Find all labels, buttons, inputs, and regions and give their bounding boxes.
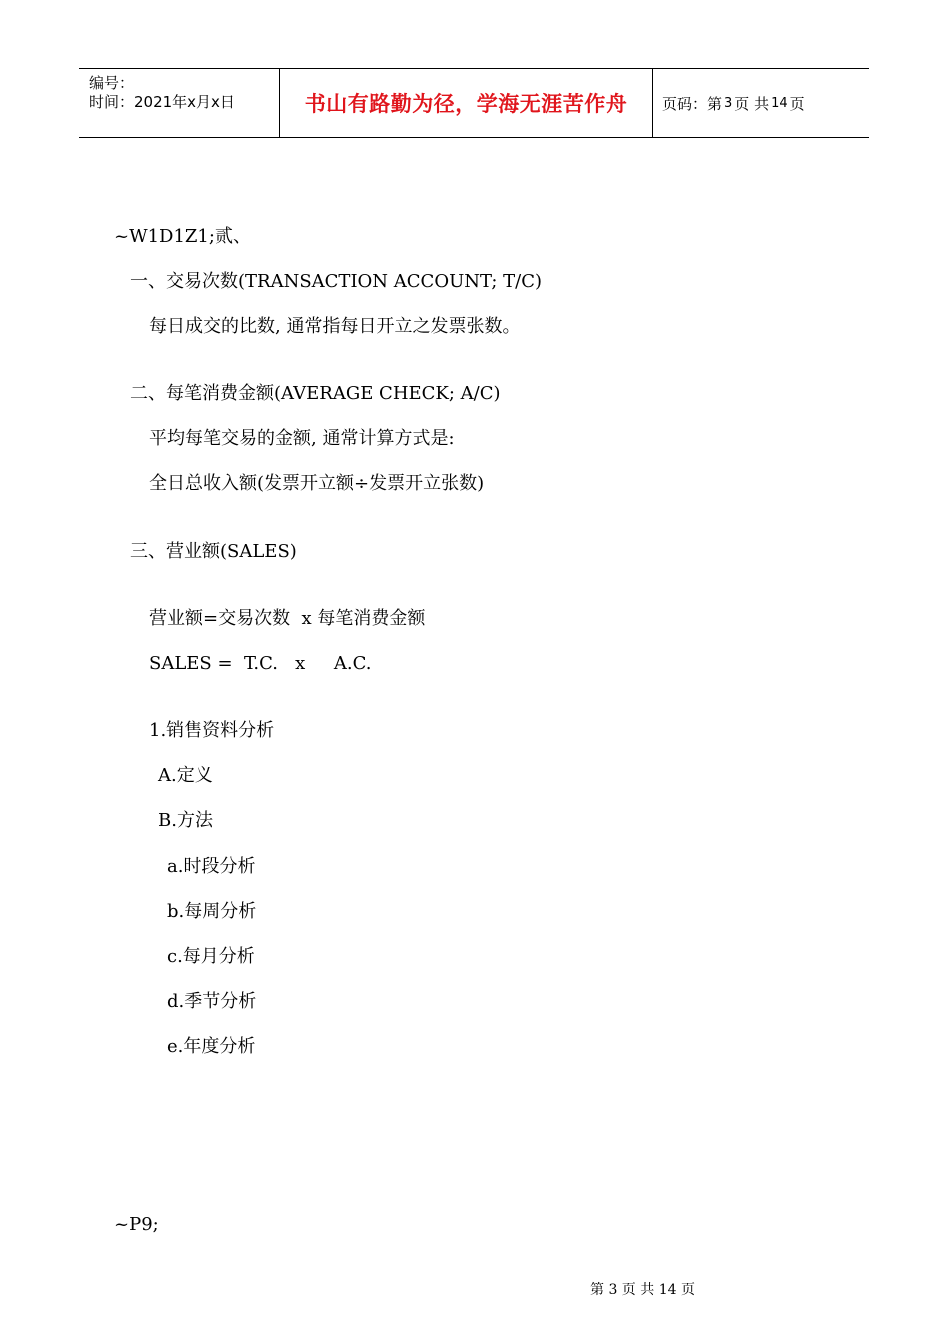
list-item-1: 1.销售资料分析 — [149, 720, 275, 741]
page-header — [79, 68, 869, 138]
page-total: 14 — [771, 95, 788, 111]
header-meta — [79, 69, 280, 137]
formula-english: SALES = T.C. x A.C. — [149, 653, 372, 674]
header-page-info — [653, 69, 869, 137]
sub-item-e: e.年度分析 — [167, 1036, 256, 1057]
formula-chinese: 营业额=交易次数 x 每笔消费金额 — [149, 608, 426, 629]
sub-item-a: a.时段分析 — [167, 856, 256, 877]
list-item-a: A.定义 — [158, 765, 213, 786]
section-2-title: 二、每笔消费金额(AVERAGE CHECK; A/C) — [130, 383, 501, 404]
page-prefix: 页码：第 — [662, 94, 723, 113]
section-3-title: 三、营业额(SALES) — [130, 541, 297, 562]
list-item-b: B.方法 — [158, 810, 213, 831]
number-label: 编号： — [89, 74, 135, 92]
code-top: ~W1D1Z1;贰、 — [114, 226, 251, 247]
sub-item-c: c.每月分析 — [167, 946, 255, 967]
page-mid: 页 共 — [734, 94, 770, 113]
section-2-text-2: 全日总收入额(发票开立额÷发票开立张数) — [149, 473, 485, 494]
code-bottom: ~P9; — [114, 1214, 159, 1235]
page-footer: 第 3 页 共 14 页 — [590, 1282, 695, 1298]
time-label: 时间：2021年x月x日 — [89, 93, 235, 111]
section-2-text-1: 平均每笔交易的金额, 通常计算方式是: — [149, 428, 455, 449]
motto: 书山有路勤为径，学海无涯苦作舟 — [304, 92, 628, 116]
page-current: 3 — [724, 95, 733, 111]
sub-item-d: d.季节分析 — [167, 991, 257, 1012]
section-1-text: 每日成交的比数, 通常指每日开立之发票张数。 — [149, 316, 521, 337]
section-1-title: 一、交易次数(TRANSACTION ACCOUNT; T/C) — [130, 271, 543, 292]
sub-item-b: b.每周分析 — [167, 901, 257, 922]
page-suffix: 页 — [789, 94, 805, 113]
header-motto-cell — [280, 69, 653, 137]
